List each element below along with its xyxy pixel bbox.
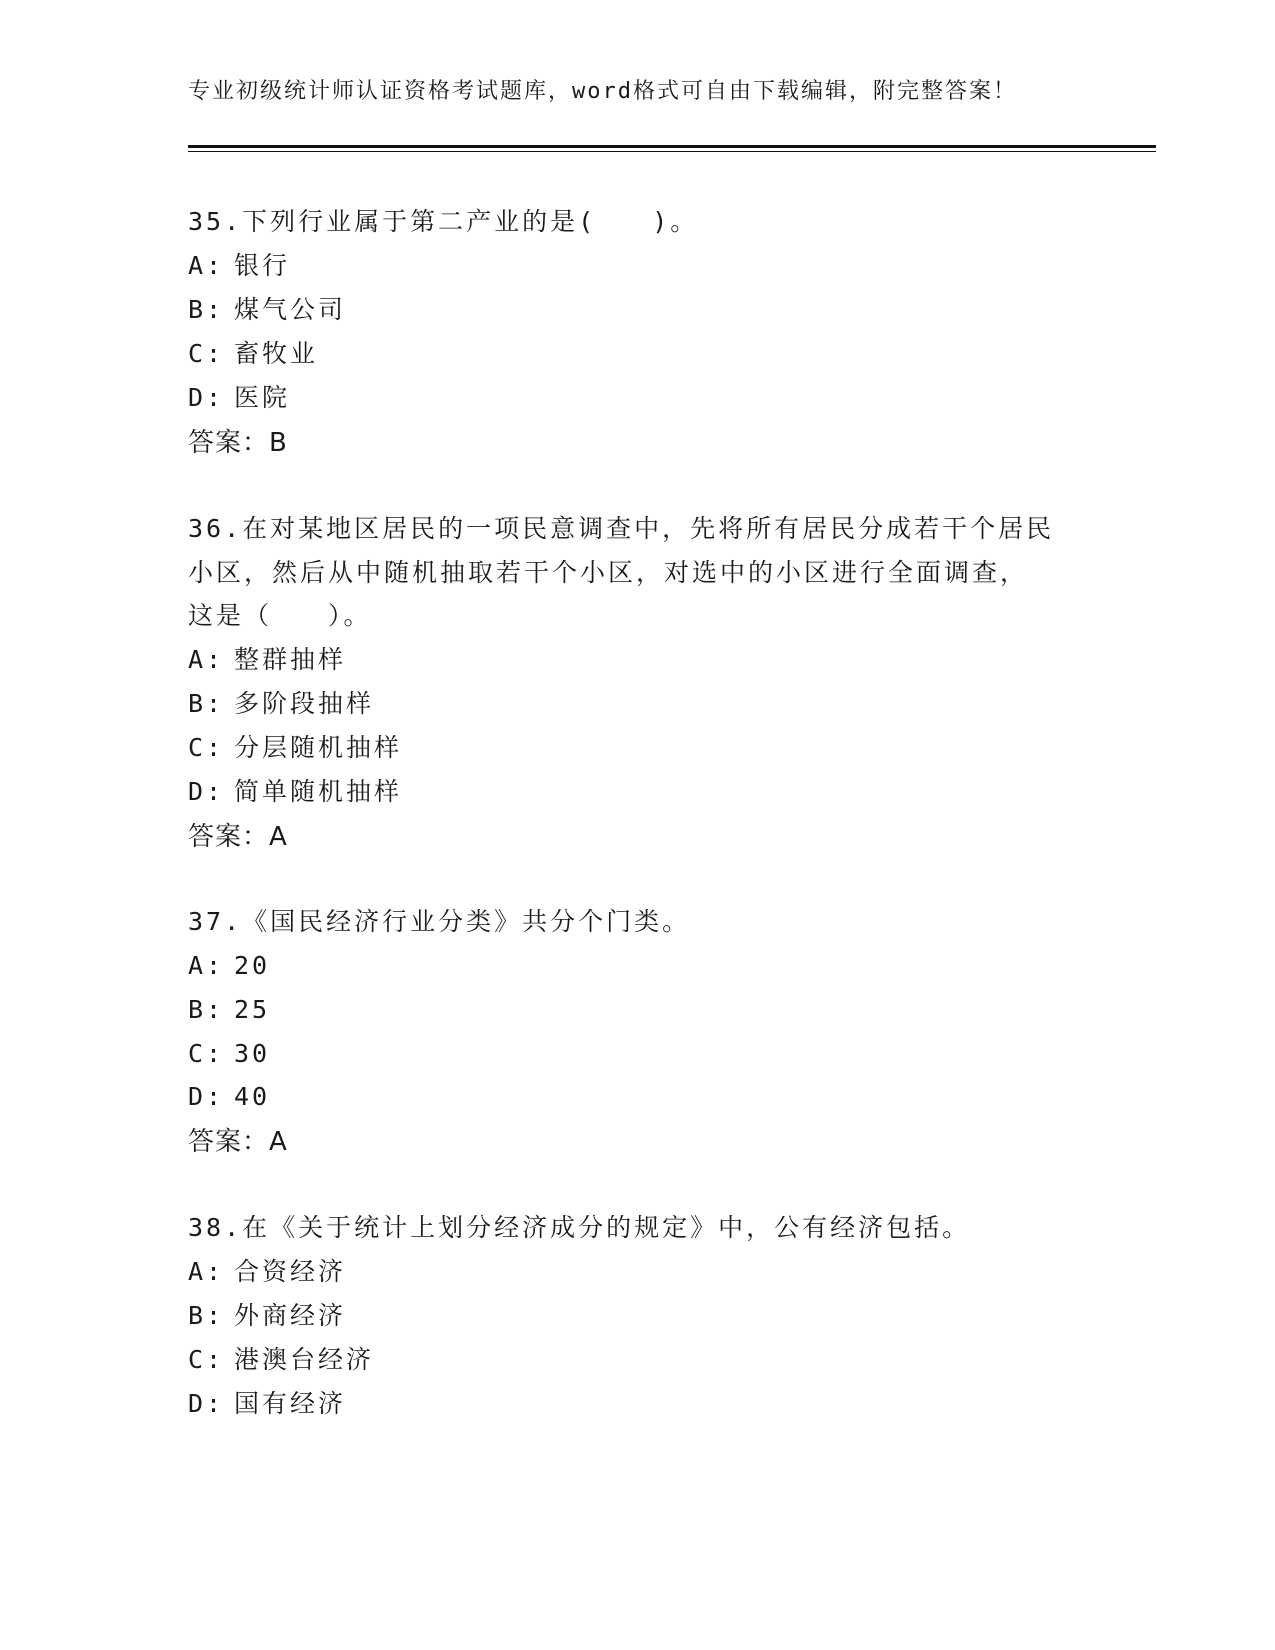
option-letter: B: bbox=[188, 295, 225, 324]
question-38-stem: 38.在《关于统计上划分经济成分的规定》中，公有经济包括。 bbox=[188, 1213, 971, 1242]
option-letter: C: bbox=[188, 339, 225, 368]
question-37-answer: 答案：A bbox=[188, 1127, 288, 1157]
question-35-stem: 35.下列行业属于第二产业的是( )。 bbox=[188, 207, 699, 236]
question-37-option-b bbox=[188, 995, 270, 1025]
option-letter: B: bbox=[188, 995, 225, 1024]
question-35-answer: 答案：B bbox=[188, 428, 288, 458]
option-letter: B: bbox=[188, 689, 225, 718]
question-37-option-d bbox=[188, 1082, 270, 1112]
question-36-stem-line-1: 36.在对某地区居民的一项民意调查中，先将所有居民分成若干个居民 bbox=[188, 514, 1055, 543]
option-text: 40 bbox=[234, 1082, 271, 1111]
question-36-answer: 答案：A bbox=[188, 822, 288, 852]
question-36-stem-line-2: 小区，然后从中随机抽取若干个小区，对选中的小区进行全面调查， bbox=[188, 558, 1029, 587]
option-text: 医院 bbox=[234, 383, 291, 412]
question-37-stem: 37.《国民经济行业分类》共分个门类。 bbox=[188, 907, 691, 936]
question-36-option-b bbox=[188, 689, 374, 719]
header-rule-thin bbox=[188, 151, 1156, 152]
option-text: 合资经济 bbox=[234, 1257, 347, 1286]
question-36-option-c bbox=[188, 733, 402, 763]
option-letter: D: bbox=[188, 777, 225, 806]
option-text: 国有经济 bbox=[234, 1389, 347, 1418]
option-text: 银行 bbox=[234, 251, 291, 280]
option-text: 畜牧业 bbox=[234, 339, 319, 368]
question-37-option-c bbox=[188, 1039, 270, 1069]
option-letter: D: bbox=[188, 1389, 225, 1418]
question-36-option-a bbox=[188, 645, 346, 675]
question-36-stem-line-3: 这是（ ）。 bbox=[188, 601, 372, 630]
page-header: 专业初级统计师认证资格考试题库，word格式可自由下载编辑，附完整答案！ bbox=[188, 79, 1017, 104]
question-38-option-b bbox=[188, 1301, 346, 1331]
option-text: 煤气公司 bbox=[234, 295, 347, 324]
question-38-option-a bbox=[188, 1257, 346, 1287]
option-text: 整群抽样 bbox=[234, 645, 347, 674]
option-text: 分层随机抽样 bbox=[234, 733, 403, 762]
option-text: 30 bbox=[234, 1039, 271, 1068]
option-letter: C: bbox=[188, 1039, 225, 1068]
option-text: 20 bbox=[234, 951, 271, 980]
option-text: 25 bbox=[234, 995, 271, 1024]
question-35-option-b bbox=[188, 295, 346, 325]
option-text: 外商经济 bbox=[234, 1301, 347, 1330]
question-36-option-d bbox=[188, 777, 402, 807]
question-38-option-d bbox=[188, 1389, 346, 1419]
header-rule-thick bbox=[188, 145, 1156, 148]
option-letter: C: bbox=[188, 1345, 225, 1374]
question-35-option-c bbox=[188, 339, 318, 369]
option-letter: A: bbox=[188, 645, 225, 674]
option-letter: C: bbox=[188, 733, 225, 762]
question-35-option-d bbox=[188, 383, 290, 413]
option-letter: D: bbox=[188, 383, 225, 412]
option-text: 港澳台经济 bbox=[234, 1345, 375, 1374]
option-letter: B: bbox=[188, 1301, 225, 1330]
option-letter: A: bbox=[188, 1257, 225, 1286]
option-letter: A: bbox=[188, 951, 225, 980]
question-38-option-c bbox=[188, 1345, 374, 1375]
question-37-option-a bbox=[188, 951, 270, 981]
question-35-option-a bbox=[188, 251, 290, 281]
option-text: 简单随机抽样 bbox=[234, 777, 403, 806]
option-letter: D: bbox=[188, 1082, 225, 1111]
option-text: 多阶段抽样 bbox=[234, 689, 375, 718]
option-letter: A: bbox=[188, 251, 225, 280]
